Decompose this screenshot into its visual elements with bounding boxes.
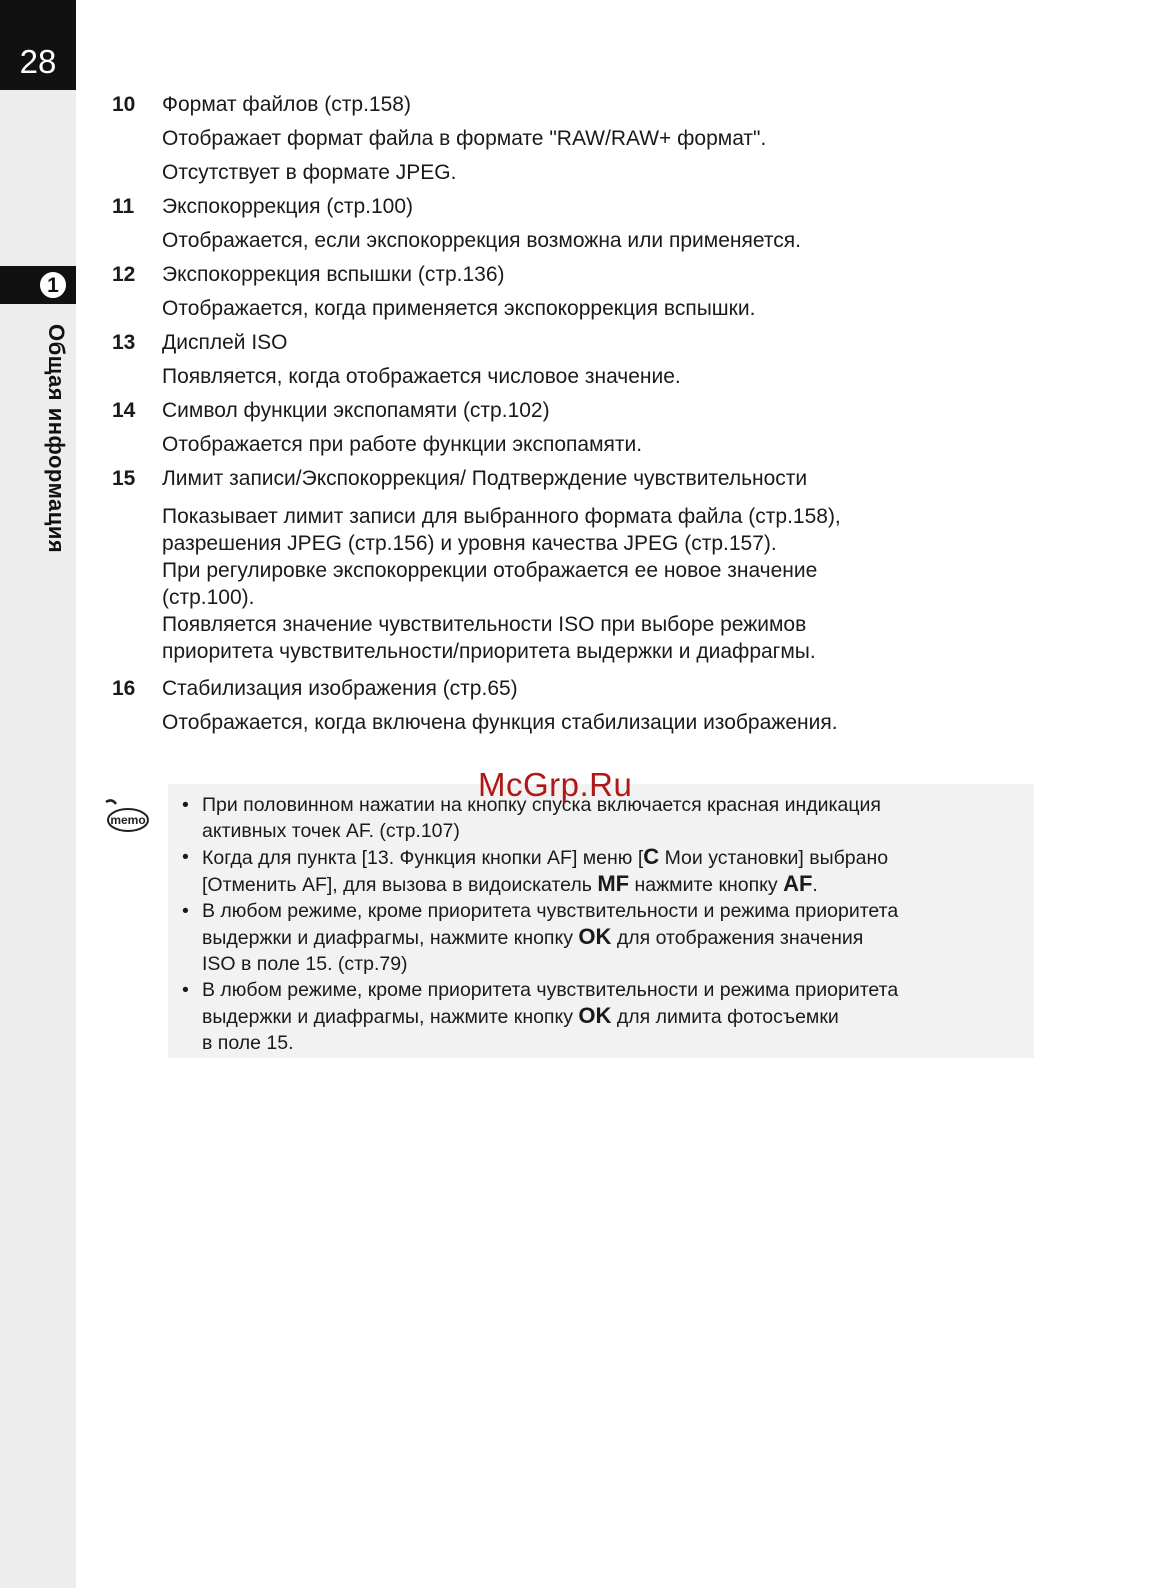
list-item [112,190,1012,258]
item-number: 16 [112,677,136,700]
memo-line: • В любом режиме, кроме приоритета чувствительности и режима приоритета [202,900,899,922]
memo-line: [Отменить AF], для вызова в видоискатель MF нажмите кнопку AF. [202,871,818,896]
memo-bullet [180,977,1030,1056]
page-number: 28 [0,0,76,90]
list-item [112,258,1012,326]
chapter-number: 1 [38,270,68,300]
item-description: Отображается при работе функции экспопамяти. [162,433,643,456]
item-description: Отсутствует в формате JPEG. [162,161,457,184]
desc-line: При регулировке экспокоррекции отображается ее новое значение [162,559,818,582]
item-title: Экспокоррекция вспышки (стр.136) [162,263,505,286]
desc-line: (стр.100). [162,586,255,609]
item-number: 15 [112,467,136,490]
memo-icon [102,796,150,838]
item-list [112,88,1012,740]
ok-button-icon: OK [578,1003,612,1028]
item-number: 12 [112,263,136,286]
memo-bullet [180,844,1030,898]
item-number: 13 [112,331,136,354]
chapter-title: Общая информация [44,324,69,554]
item-number: 14 [112,399,136,422]
item-description [162,503,1012,665]
memo-line: активных точек AF. (стр.107) [202,820,460,842]
list-item [112,88,1012,190]
item-title: Дисплей ISO [162,331,288,354]
ok-button-icon: OK [578,924,612,949]
mf-icon: MF [597,871,630,896]
item-number: 10 [112,93,136,116]
item-title: Экспокоррекция (стр.100) [162,195,414,218]
watermark: McGrp.Ru [478,766,633,803]
item-title: Лимит записи/Экспокоррекция/ Подтверждение чувствительности [162,467,808,490]
af-button-icon: AF [783,871,813,896]
memo-line: • В любом режиме, кроме приоритета чувствительности и режима приоритета [202,979,899,1001]
item-title: Символ функции экспопамяти (стр.102) [162,399,550,422]
memo-bullet [180,898,1030,977]
desc-line: Появляется значение чувствительности ISO при выборе режимов [162,613,807,636]
svg-text:memo: memo [110,813,146,827]
memo-line: выдержки и диафрагмы, нажмите кнопку OK для лимита фотосъемки [202,1003,839,1028]
list-item [112,326,1012,394]
item-description: Отображается, когда применяется экспокоррекция вспышки. [162,297,756,320]
list-item [112,672,1012,740]
item-title: Стабилизация изображения (стр.65) [162,677,518,700]
list-item [112,462,1012,665]
memo-line: • При половинном нажатии на кнопку спуска включается красная индикация [202,794,881,816]
item-description: Отображает формат файла в формате "RAW/RAW+ формат". [162,127,767,150]
memo-line: в поле 15. [202,1032,294,1054]
sidebar-strip [0,0,76,1588]
desc-line: Показывает лимит записи для выбранного формата файла (стр.158), [162,505,841,528]
item-description: Появляется, когда отображается числовое значение. [162,365,681,388]
item-number: 11 [112,195,135,218]
desc-line: приоритета чувствительности/приоритета выдержки и диафрагмы. [162,640,816,663]
c-icon: C [643,844,660,869]
memo-list [180,792,1030,1056]
item-title: Формат файлов (стр.158) [162,93,411,116]
item-description: Отображается, если экспокоррекция возможна или применяется. [162,229,801,252]
desc-line: разрешения JPEG (стр.156) и уровня качества JPEG (стр.157). [162,532,777,555]
memo-line: • Когда для пункта [13. Функция кнопки AF] меню [C Мои установки] выбрано [202,844,889,869]
memo-line: выдержки и диафрагмы, нажмите кнопку OK для отображения значения [202,924,864,949]
list-item [112,394,1012,462]
memo-line: ISO в поле 15. (стр.79) [202,953,408,975]
item-description: Отображается, когда включена функция стабилизации изображения. [162,711,838,734]
